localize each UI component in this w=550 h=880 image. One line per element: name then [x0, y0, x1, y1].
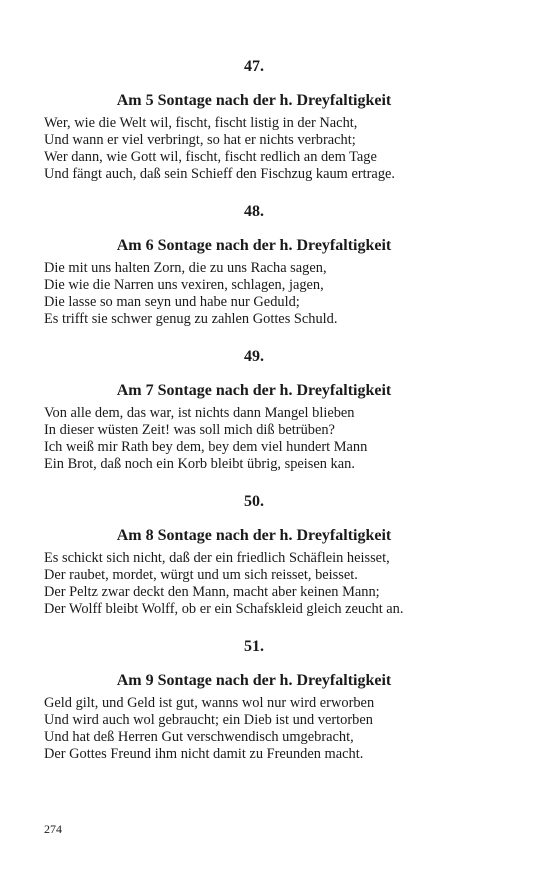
poem-line: Wer dann, wie Gott wil, fischt, fischt redlich an dem Tage: [44, 149, 377, 165]
poem-lines: [44, 405, 464, 473]
poem-lines: [44, 115, 464, 183]
poem-line: Die lasse so man seyn und habe nur Geduld;: [44, 294, 300, 310]
poem-line: Die mit uns halten Zorn, die zu uns Racha sagen,: [44, 260, 327, 276]
poem-48: [44, 201, 464, 328]
poem-number: 50.: [244, 493, 264, 510]
poem-47: [44, 56, 464, 183]
poem-line: Der Wolff bleibt Wolff, ob er ein Schafskleid gleich zeucht an.: [44, 601, 404, 617]
poem-title: Am 5 Sontage nach der h. Dreyfaltigkeit: [116, 92, 392, 109]
poem-number: 51.: [244, 638, 264, 655]
page-content: [44, 56, 464, 763]
poem-line: In dieser wüsten Zeit! was soll mich diß betrüben?: [44, 422, 335, 438]
poem-title: Am 7 Sontage nach der h. Dreyfaltigkeit: [116, 382, 392, 399]
poem-line: Wer, wie die Welt wil, fischt, fischt listig in der Nacht,: [44, 115, 358, 131]
poem-lines: [44, 695, 464, 763]
poem-line: Und hat deß Herren Gut verschwendisch umgebracht,: [44, 729, 354, 745]
poem-51: [44, 636, 464, 763]
poem-line: Der Gottes Freund ihm nicht damit zu Freunden macht.: [44, 746, 364, 762]
poem-line: Der Peltz zwar deckt den Mann, macht aber keinen Mann;: [44, 584, 380, 600]
poem-line: Die wie die Narren uns vexiren, schlagen, jagen,: [44, 277, 324, 293]
poem-number: 49.: [244, 348, 264, 365]
poem-title: Am 8 Sontage nach der h. Dreyfaltigkeit: [116, 527, 392, 544]
poem-50: [44, 491, 464, 618]
poem-lines: [44, 260, 464, 328]
poem-line: Ich weiß mir Rath bey dem, bey dem viel hundert Mann: [44, 439, 368, 455]
poem-49: [44, 346, 464, 473]
poem-line: Und wird auch wol gebraucht; ein Dieb ist und vertorben: [44, 712, 373, 728]
poem-line: Geld gilt, und Geld ist gut, wanns wol nur wird erworben: [44, 695, 375, 711]
poem-line: Von alle dem, das war, ist nichts dann Mangel blieben: [44, 405, 355, 421]
poem-number: 47.: [244, 58, 264, 75]
poem-title: Am 6 Sontage nach der h. Dreyfaltigkeit: [116, 237, 392, 254]
poem-line: Ein Brot, daß noch ein Korb bleibt übrig, speisen kan.: [44, 456, 355, 472]
poem-number: 48.: [244, 203, 264, 220]
poem-title: Am 9 Sontage nach der h. Dreyfaltigkeit: [116, 672, 392, 689]
poem-line: Der raubet, mordet, würgt und um sich reisset, beisset.: [44, 567, 358, 583]
poem-line: Und fängt auch, daß sein Schieff den Fischzug kaum ertrage.: [44, 166, 395, 182]
poem-lines: [44, 550, 464, 618]
poem-line: Es trifft sie schwer genug zu zahlen Gottes Schuld.: [44, 311, 338, 327]
poem-line: Es schickt sich nicht, daß der ein friedlich Schäflein heisset,: [44, 550, 390, 566]
page-number: 274: [44, 822, 62, 836]
poem-line: Und wann er viel verbringt, so hat er nichts verbracht;: [44, 132, 356, 148]
